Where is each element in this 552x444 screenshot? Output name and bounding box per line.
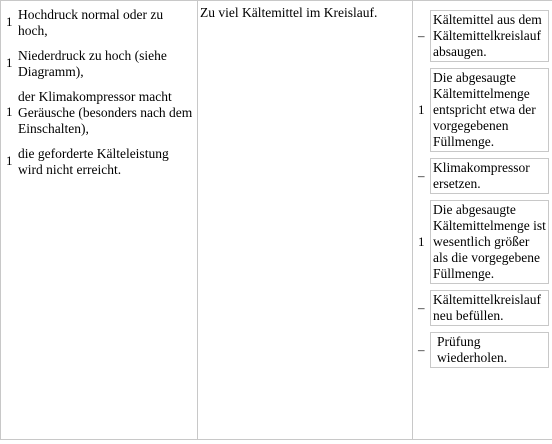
list-marker: 1 (418, 102, 425, 117)
list-marker: 1 (6, 13, 13, 29)
remedy-text: Die abgesaugte Kältemittelmenge entspricht etwa der vorgegebenen Füllmenge. (430, 68, 549, 152)
cause-cell (198, 1, 413, 440)
symptom-text: Hochdruck normal oder zu hoch, (18, 7, 164, 38)
remedy-text: Kältemittel aus dem Kältemittelkreislauf absaugen. (430, 10, 549, 62)
symptom-item (4, 4, 194, 39)
remedy-text: Kältemittelkreislauf neu befüllen. (430, 290, 549, 326)
remedy-text: Die abgesaugte Kältemittelmenge ist wesentlich größer als die vorgegebene Füllmenge. (430, 200, 549, 284)
symptoms-cell (1, 1, 198, 440)
remedy-text: Prüfung wiederholen. (430, 332, 549, 368)
remedy-item (416, 200, 549, 284)
remedy-cell (413, 1, 552, 440)
list-marker: 1 (6, 103, 13, 119)
symptom-text: Niederdruck zu hoch (siehe Diagramm), (18, 48, 167, 79)
list-marker: 1 (6, 152, 13, 168)
list-marker: – (418, 342, 425, 357)
remedy-text: Klimakompressor ersetzen. (430, 158, 549, 194)
symptom-item (4, 45, 194, 80)
remedy-item (416, 68, 549, 152)
table-row (1, 1, 552, 440)
symptom-item (4, 86, 194, 137)
remedy-list (416, 4, 549, 368)
remedy-item (416, 158, 549, 194)
list-marker: – (418, 28, 425, 43)
cause-text: Zu viel Kältemittel im Kreislauf. (200, 5, 378, 20)
list-marker: 1 (418, 234, 425, 249)
symptom-item (4, 143, 194, 178)
symptom-text: die geforderte Kälteleistung wird nicht erreicht. (18, 146, 169, 177)
symptom-text: der Klimakompressor macht Geräusche (besonders nach dem Einschalten), (18, 89, 193, 136)
remedy-item (416, 10, 549, 62)
list-marker: – (418, 168, 425, 183)
remedy-item (416, 332, 549, 368)
remedy-item (416, 290, 549, 326)
list-marker: – (418, 300, 425, 315)
list-marker: 1 (6, 54, 13, 70)
symptom-list (4, 4, 194, 178)
